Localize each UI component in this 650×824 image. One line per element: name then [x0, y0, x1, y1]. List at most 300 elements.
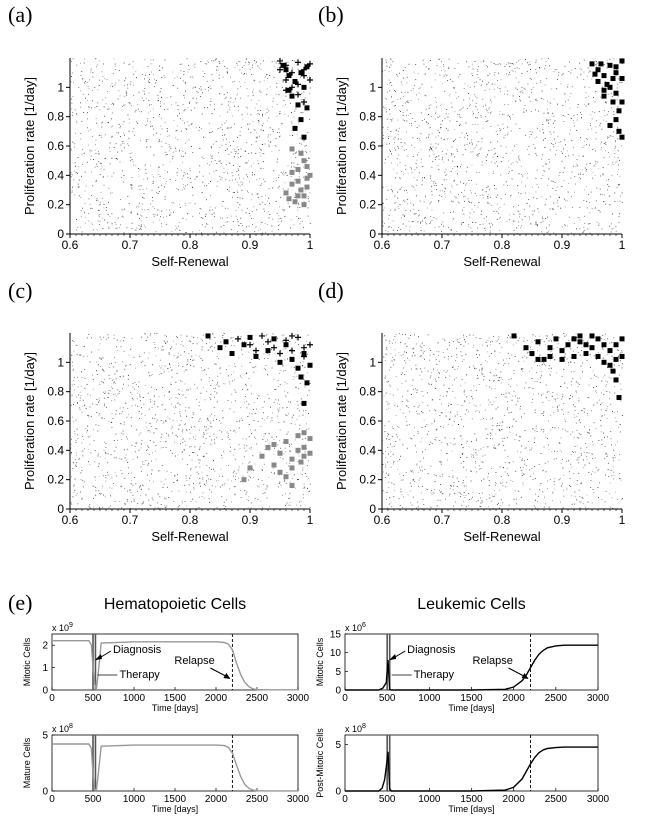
background-dot	[300, 218, 301, 219]
background-dot	[255, 130, 256, 131]
background-dot	[210, 444, 211, 445]
background-dot	[201, 209, 202, 210]
background-dot	[406, 421, 407, 422]
background-dot	[590, 125, 591, 126]
data-point-square	[299, 188, 304, 193]
background-dot	[260, 106, 261, 107]
background-dot	[170, 161, 171, 162]
background-dot	[275, 389, 276, 390]
background-dot	[292, 60, 293, 61]
background-dot	[487, 434, 488, 435]
background-dot	[522, 63, 523, 64]
y-tick-label: 0.8	[359, 109, 376, 124]
background-dot	[294, 166, 295, 167]
background-dot	[265, 204, 266, 205]
background-dot	[115, 222, 116, 223]
background-dot	[107, 222, 108, 223]
background-dot	[280, 136, 281, 137]
background-dot	[453, 212, 454, 213]
background-dot	[605, 386, 606, 387]
background-dot	[535, 62, 536, 63]
background-dot	[281, 221, 282, 222]
background-dot	[110, 193, 111, 194]
background-dot	[103, 337, 104, 338]
background-dot	[72, 142, 73, 143]
background-dot	[101, 358, 102, 359]
background-dot	[559, 197, 560, 198]
background-dot	[219, 420, 220, 421]
background-dot	[536, 72, 537, 73]
data-point-plus	[289, 333, 295, 339]
background-dot	[235, 400, 236, 401]
background-dot	[265, 232, 266, 233]
background-dot	[282, 495, 283, 496]
background-dot	[187, 364, 188, 365]
background-dot	[158, 170, 159, 171]
background-dot	[204, 185, 205, 186]
background-dot	[466, 123, 467, 124]
background-dot	[407, 83, 408, 84]
background-dot	[177, 125, 178, 126]
background-dot	[285, 493, 286, 494]
background-dot	[496, 426, 497, 427]
background-dot	[113, 173, 114, 174]
background-dot	[299, 143, 300, 144]
background-dot	[508, 115, 509, 116]
background-dot	[583, 459, 584, 460]
background-dot	[199, 405, 200, 406]
background-dot	[452, 187, 453, 188]
background-dot	[85, 203, 86, 204]
background-dot	[222, 145, 223, 146]
data-point-square	[284, 190, 289, 195]
background-dot	[607, 454, 608, 455]
background-dot	[422, 84, 423, 85]
background-dot	[141, 489, 142, 490]
background-dot	[77, 402, 78, 403]
background-dot	[403, 214, 404, 215]
background-dot	[557, 104, 558, 105]
background-dot	[386, 99, 387, 100]
background-dot	[205, 89, 206, 90]
background-dot	[119, 393, 120, 394]
background-dot	[239, 204, 240, 205]
background-dot	[533, 144, 534, 145]
background-dot	[257, 138, 258, 139]
background-dot	[103, 357, 104, 358]
background-dot	[209, 164, 210, 165]
background-dot	[186, 232, 187, 233]
background-dot	[144, 464, 145, 465]
background-dot	[225, 208, 226, 209]
background-dot	[533, 479, 534, 480]
background-dot	[406, 149, 407, 150]
background-dot	[504, 137, 505, 138]
background-dot	[403, 78, 404, 79]
background-dot	[481, 214, 482, 215]
background-dot	[149, 82, 150, 83]
background-dot	[85, 191, 86, 192]
background-dot	[241, 182, 242, 183]
background-dot	[164, 371, 165, 372]
background-dot	[402, 146, 403, 147]
data-point-plus	[295, 334, 301, 340]
background-dot	[389, 421, 390, 422]
background-dot	[276, 436, 277, 437]
background-dot	[161, 373, 162, 374]
background-dot	[456, 149, 457, 150]
background-dot	[153, 181, 154, 182]
background-dot	[599, 482, 600, 483]
background-dot	[398, 155, 399, 156]
background-dot	[80, 91, 81, 92]
background-dot	[84, 212, 85, 213]
background-dot	[162, 350, 163, 351]
background-dot	[471, 152, 472, 153]
background-dot	[142, 74, 143, 75]
background-dot	[228, 437, 229, 438]
x-tick-label: 0.6	[373, 238, 391, 252]
background-dot	[386, 199, 387, 200]
background-dot	[399, 189, 400, 190]
background-dot	[169, 352, 170, 353]
background-dot	[410, 438, 411, 439]
background-dot	[132, 159, 133, 160]
background-dot	[127, 439, 128, 440]
background-dot	[300, 77, 301, 78]
background-dot	[222, 135, 223, 136]
background-dot	[485, 90, 486, 91]
background-dot	[101, 127, 102, 128]
background-dot	[93, 486, 94, 487]
background-dot	[443, 226, 444, 227]
background-dot	[416, 195, 417, 196]
background-dot	[122, 388, 123, 389]
background-dot	[271, 472, 272, 473]
background-dot	[152, 197, 153, 198]
background-dot	[146, 188, 147, 189]
background-dot	[477, 69, 478, 70]
background-dot	[190, 433, 191, 434]
background-dot	[579, 63, 580, 64]
background-dot	[201, 367, 202, 368]
background-dot	[524, 337, 525, 338]
background-dot	[610, 204, 611, 205]
background-dot	[121, 151, 122, 152]
background-dot	[126, 95, 127, 96]
background-dot	[408, 102, 409, 103]
background-dot	[448, 68, 449, 69]
background-dot	[416, 163, 417, 164]
background-dot	[447, 139, 448, 140]
background-dot	[310, 223, 311, 224]
background-dot	[178, 429, 179, 430]
background-dot	[547, 185, 548, 186]
data-point-square	[308, 451, 313, 456]
background-dot	[497, 425, 498, 426]
background-dot	[585, 168, 586, 169]
background-dot	[108, 202, 109, 203]
background-dot	[298, 203, 299, 204]
background-dot	[420, 223, 421, 224]
background-dot	[159, 374, 160, 375]
background-dot	[222, 177, 223, 178]
background-dot	[216, 419, 217, 420]
background-dot	[109, 375, 110, 376]
background-dot	[473, 114, 474, 115]
background-dot	[186, 390, 187, 391]
data-point-square	[278, 451, 283, 456]
background-dot	[622, 193, 623, 194]
background-dot	[170, 96, 171, 97]
background-dot	[267, 418, 268, 419]
background-dot	[152, 470, 153, 471]
background-dot	[71, 76, 72, 77]
background-dot	[96, 412, 97, 413]
background-dot	[539, 489, 540, 490]
background-dot	[603, 358, 604, 359]
background-dot	[122, 210, 123, 211]
background-dot	[82, 451, 83, 452]
background-dot	[431, 116, 432, 117]
background-dot	[422, 221, 423, 222]
background-dot	[511, 195, 512, 196]
background-dot	[278, 411, 279, 412]
background-dot	[148, 209, 149, 210]
background-dot	[507, 337, 508, 338]
background-dot	[572, 86, 573, 87]
background-dot	[90, 362, 91, 363]
background-dot	[429, 155, 430, 156]
background-dot	[572, 207, 573, 208]
background-dot	[212, 214, 213, 215]
background-dot	[237, 137, 238, 138]
background-dot	[397, 173, 398, 174]
background-dot	[292, 478, 293, 479]
background-dot	[554, 459, 555, 460]
background-dot	[211, 214, 212, 215]
background-dot	[454, 129, 455, 130]
background-dot	[494, 148, 495, 149]
background-dot	[91, 68, 92, 69]
background-dot	[102, 166, 103, 167]
background-dot	[119, 458, 120, 459]
background-dot	[81, 371, 82, 372]
background-dot	[548, 231, 549, 232]
background-dot	[262, 114, 263, 115]
background-dot	[607, 338, 608, 339]
background-dot	[213, 434, 214, 435]
background-dot	[204, 443, 205, 444]
background-dot	[184, 188, 185, 189]
background-dot	[407, 203, 408, 204]
background-dot	[440, 124, 441, 125]
background-dot	[82, 498, 83, 499]
background-dot	[601, 142, 602, 143]
background-dot	[286, 472, 287, 473]
background-dot	[185, 153, 186, 154]
background-dot	[199, 421, 200, 422]
background-dot	[97, 166, 98, 167]
background-dot	[309, 491, 310, 492]
background-dot	[470, 213, 471, 214]
background-dot	[169, 354, 170, 355]
background-dot	[166, 507, 167, 508]
background-dot	[272, 129, 273, 130]
background-dot	[77, 434, 78, 435]
background-dot	[207, 418, 208, 419]
background-dot	[92, 185, 93, 186]
background-dot	[150, 401, 151, 402]
background-dot	[462, 223, 463, 224]
background-dot	[571, 196, 572, 197]
background-dot	[202, 477, 203, 478]
background-dot	[202, 224, 203, 225]
background-dot	[572, 172, 573, 173]
background-dot	[217, 181, 218, 182]
background-dot	[74, 377, 75, 378]
background-dot	[110, 151, 111, 152]
background-dot	[448, 388, 449, 389]
background-dot	[106, 79, 107, 80]
background-dot	[103, 228, 104, 229]
background-dot	[552, 181, 553, 182]
background-dot	[488, 112, 489, 113]
background-dot	[77, 429, 78, 430]
background-dot	[516, 78, 517, 79]
background-dot	[209, 421, 210, 422]
background-dot	[254, 231, 255, 232]
background-dot	[197, 455, 198, 456]
data-point-square	[293, 199, 298, 204]
background-dot	[244, 448, 245, 449]
background-dot	[81, 499, 82, 500]
background-dot	[393, 139, 394, 140]
background-dot	[435, 143, 436, 144]
background-dot	[120, 408, 121, 409]
background-dot	[567, 200, 568, 201]
background-dot	[209, 132, 210, 133]
background-dot	[260, 81, 261, 82]
background-dot	[214, 337, 215, 338]
background-dot	[123, 340, 124, 341]
background-dot	[186, 129, 187, 130]
background-dot	[248, 352, 249, 353]
background-dot	[148, 465, 149, 466]
background-dot	[591, 410, 592, 411]
background-dot	[110, 495, 111, 496]
background-dot	[392, 446, 393, 447]
background-dot	[550, 132, 551, 133]
background-dot	[282, 59, 283, 60]
background-dot	[494, 72, 495, 73]
background-dot	[270, 340, 271, 341]
background-dot	[176, 228, 177, 229]
background-dot	[262, 439, 263, 440]
background-dot	[235, 392, 236, 393]
background-dot	[302, 221, 303, 222]
background-dot	[80, 392, 81, 393]
background-dot	[383, 107, 384, 108]
background-dot	[84, 63, 85, 64]
background-dot	[580, 355, 581, 356]
background-dot	[417, 155, 418, 156]
background-dot	[247, 176, 248, 177]
background-dot	[293, 376, 294, 377]
background-dot	[260, 110, 261, 111]
background-dot	[303, 361, 304, 362]
background-dot	[506, 73, 507, 74]
background-dot	[471, 73, 472, 74]
background-dot	[178, 363, 179, 364]
background-dot	[237, 231, 238, 232]
background-dot	[133, 165, 134, 166]
background-dot	[509, 72, 510, 73]
background-dot	[437, 370, 438, 371]
background-dots	[382, 333, 623, 510]
background-dot	[256, 62, 257, 63]
background-dot	[612, 411, 613, 412]
background-dot	[446, 75, 447, 76]
background-dot	[529, 154, 530, 155]
background-dot	[469, 98, 470, 99]
background-dot	[457, 114, 458, 115]
background-dot	[211, 492, 212, 493]
background-dot	[457, 173, 458, 174]
background-dot	[411, 90, 412, 91]
background-dot	[493, 496, 494, 497]
background-dot	[100, 337, 101, 338]
background-dot	[96, 118, 97, 119]
background-dot	[280, 111, 281, 112]
background-dot	[507, 221, 508, 222]
background-dot	[599, 125, 600, 126]
background-dot	[247, 390, 248, 391]
background-dot	[217, 128, 218, 129]
background-dot	[88, 86, 89, 87]
background-dot	[103, 176, 104, 177]
background-dot	[305, 146, 306, 147]
background-dot	[435, 157, 436, 158]
background-dot	[228, 433, 229, 434]
background-dot	[497, 156, 498, 157]
data-point-square	[272, 442, 277, 447]
background-dot	[150, 126, 151, 127]
background-dot	[590, 114, 591, 115]
data-point-square	[287, 196, 292, 201]
background-dot	[302, 439, 303, 440]
background-dot	[180, 207, 181, 208]
background-dot	[307, 488, 308, 489]
background-dot	[477, 71, 478, 72]
background-dot	[607, 60, 608, 61]
background-dot	[309, 76, 310, 77]
background-dot	[228, 154, 229, 155]
background-dot	[429, 134, 430, 135]
background-dot	[458, 202, 459, 203]
data-point-square	[287, 73, 292, 78]
background-dot	[294, 111, 295, 112]
background-dot	[564, 419, 565, 420]
background-dot	[82, 412, 83, 413]
background-dot	[148, 100, 149, 101]
background-dot	[124, 143, 125, 144]
background-dot	[582, 169, 583, 170]
background-dot	[226, 500, 227, 501]
background-dot	[478, 350, 479, 351]
background-dot	[603, 174, 604, 175]
background-dot	[221, 226, 222, 227]
